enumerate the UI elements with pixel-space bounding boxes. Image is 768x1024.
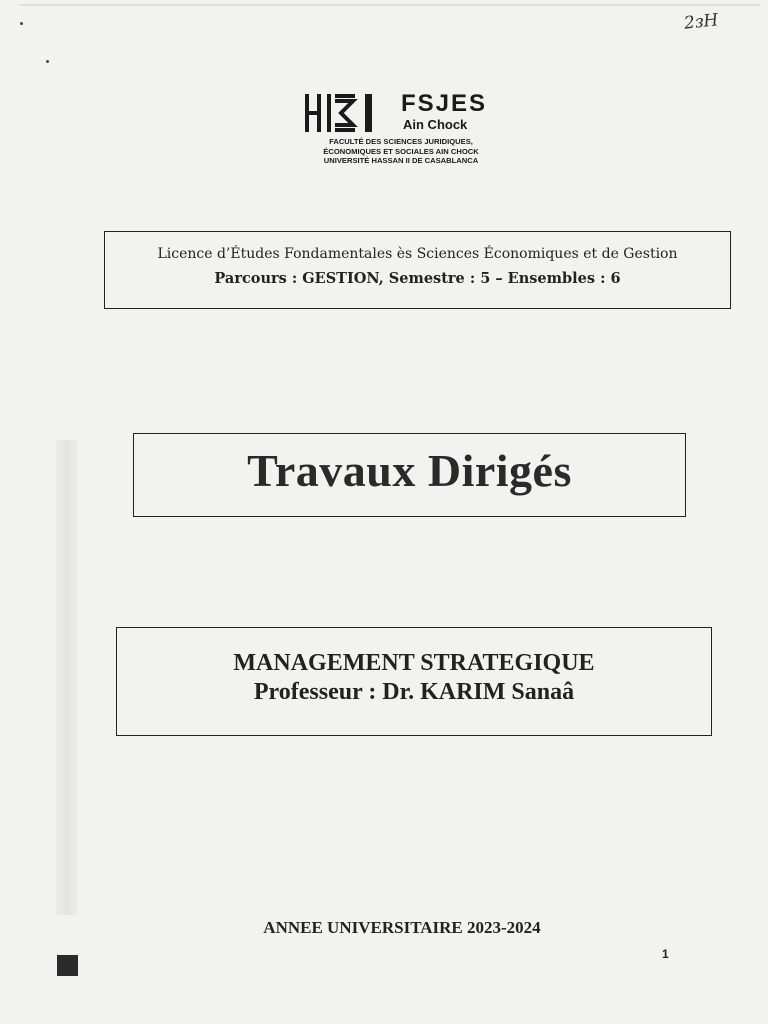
scan-shadow	[56, 440, 78, 915]
parcours-line: Parcours : GESTION, Semestre : 5 – Ensembles : 6	[214, 270, 621, 287]
degree-box	[104, 231, 731, 309]
academic-year: ANNEE UNIVERSITAIRE 2023-2024	[263, 918, 541, 937]
scan-speck	[46, 60, 49, 63]
course-name: MANAGEMENT STRATEGIQUE	[233, 650, 595, 676]
logo-subtitle: Ain Chock	[403, 117, 468, 132]
scan-marker	[57, 955, 78, 976]
handwritten-note: 2ᴈH	[683, 10, 720, 34]
professor-name: Professeur : Dr. KARIM Sanaâ	[253, 679, 575, 705]
scan-speck	[20, 22, 23, 25]
logo-faculty-lines	[301, 137, 501, 166]
logo-line: ÉCONOMIQUES ET SOCIALES AIN CHOCK	[323, 146, 479, 156]
page-number: 1	[662, 947, 669, 961]
scan-edge	[20, 4, 760, 6]
logo-name: FSJES	[401, 90, 488, 117]
degree-title: Licence d’Études Fondamentales ès Sciences Économiques et de Gestion	[157, 246, 678, 262]
fsjes-emblem-icon	[303, 92, 373, 134]
logo-line: UNIVERSITÉ HASSAN II DE CASABLANCA	[323, 156, 479, 165]
title-box	[133, 433, 686, 517]
document-title: Travaux Dirigés	[247, 445, 572, 496]
course-box	[116, 627, 712, 736]
logo-line: FACULTÉ DES SCIENCES JURIDIQUES,	[329, 137, 473, 146]
faculty-logo	[303, 92, 518, 172]
